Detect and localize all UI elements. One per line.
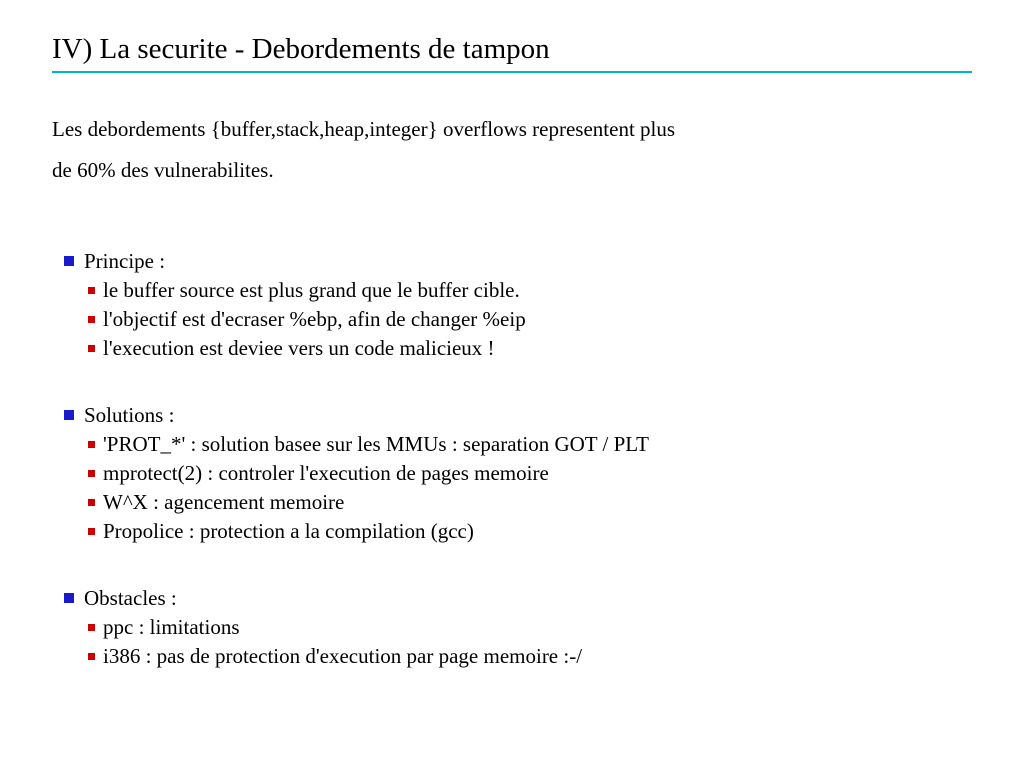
list-item bbox=[52, 642, 972, 671]
blue-square-bullet-icon bbox=[64, 256, 74, 266]
red-square-bullet-icon bbox=[88, 345, 95, 352]
list-item-text: le buffer source est plus grand que le buffer cible. bbox=[103, 277, 520, 302]
slide bbox=[0, 34, 1024, 768]
list-item-text: Propolice : protection a la compilation (gcc) bbox=[103, 518, 474, 543]
red-square-bullet-icon bbox=[88, 499, 95, 506]
list-item-text: l'objectif est d'ecraser %ebp, afin de changer %eip bbox=[103, 306, 526, 331]
bullet-sections bbox=[52, 247, 972, 671]
list-item bbox=[52, 459, 972, 488]
red-square-bullet-icon bbox=[88, 287, 95, 294]
red-square-bullet-icon bbox=[88, 470, 95, 477]
section-solutions bbox=[52, 401, 972, 546]
list-item bbox=[52, 276, 972, 305]
blue-square-bullet-icon bbox=[64, 593, 74, 603]
title-underline-rule bbox=[52, 71, 972, 73]
list-item bbox=[52, 401, 972, 430]
list-item-text: l'execution est deviee vers un code malicieux ! bbox=[103, 335, 495, 360]
red-square-bullet-icon bbox=[88, 316, 95, 323]
section-principe bbox=[52, 247, 972, 363]
list-item bbox=[52, 430, 972, 459]
list-item bbox=[52, 584, 972, 613]
list-item-text: W^X : agencement memoire bbox=[103, 489, 345, 514]
intro-line-1: Les debordements {buffer,stack,heap,integer} overflows representent plus bbox=[52, 116, 676, 141]
list-item-text: ppc : limitations bbox=[103, 614, 240, 639]
section-obstacles bbox=[52, 584, 972, 671]
list-item bbox=[52, 613, 972, 642]
intro-paragraph bbox=[52, 109, 972, 191]
section-heading: Obstacles : bbox=[84, 585, 177, 610]
section-heading: Solutions : bbox=[84, 402, 175, 427]
section-heading: Principe : bbox=[84, 248, 166, 273]
list-item bbox=[52, 488, 972, 517]
list-item bbox=[52, 305, 972, 334]
list-item bbox=[52, 517, 972, 546]
list-item-text: i386 : pas de protection d'execution par page memoire :-/ bbox=[103, 643, 583, 668]
red-square-bullet-icon bbox=[88, 653, 95, 660]
red-square-bullet-icon bbox=[88, 528, 95, 535]
list-item bbox=[52, 247, 972, 276]
page-title: IV) La securite - Debordements de tampon bbox=[52, 33, 550, 65]
red-square-bullet-icon bbox=[88, 624, 95, 631]
blue-square-bullet-icon bbox=[64, 410, 74, 420]
list-item-text: mprotect(2) : controler l'execution de pages memoire bbox=[103, 460, 549, 485]
red-square-bullet-icon bbox=[88, 441, 95, 448]
list-item bbox=[52, 334, 972, 363]
list-item-text: 'PROT_*' : solution basee sur les MMUs : separation GOT / PLT bbox=[103, 431, 649, 456]
intro-line-2: de 60% des vulnerabilites. bbox=[52, 157, 274, 182]
